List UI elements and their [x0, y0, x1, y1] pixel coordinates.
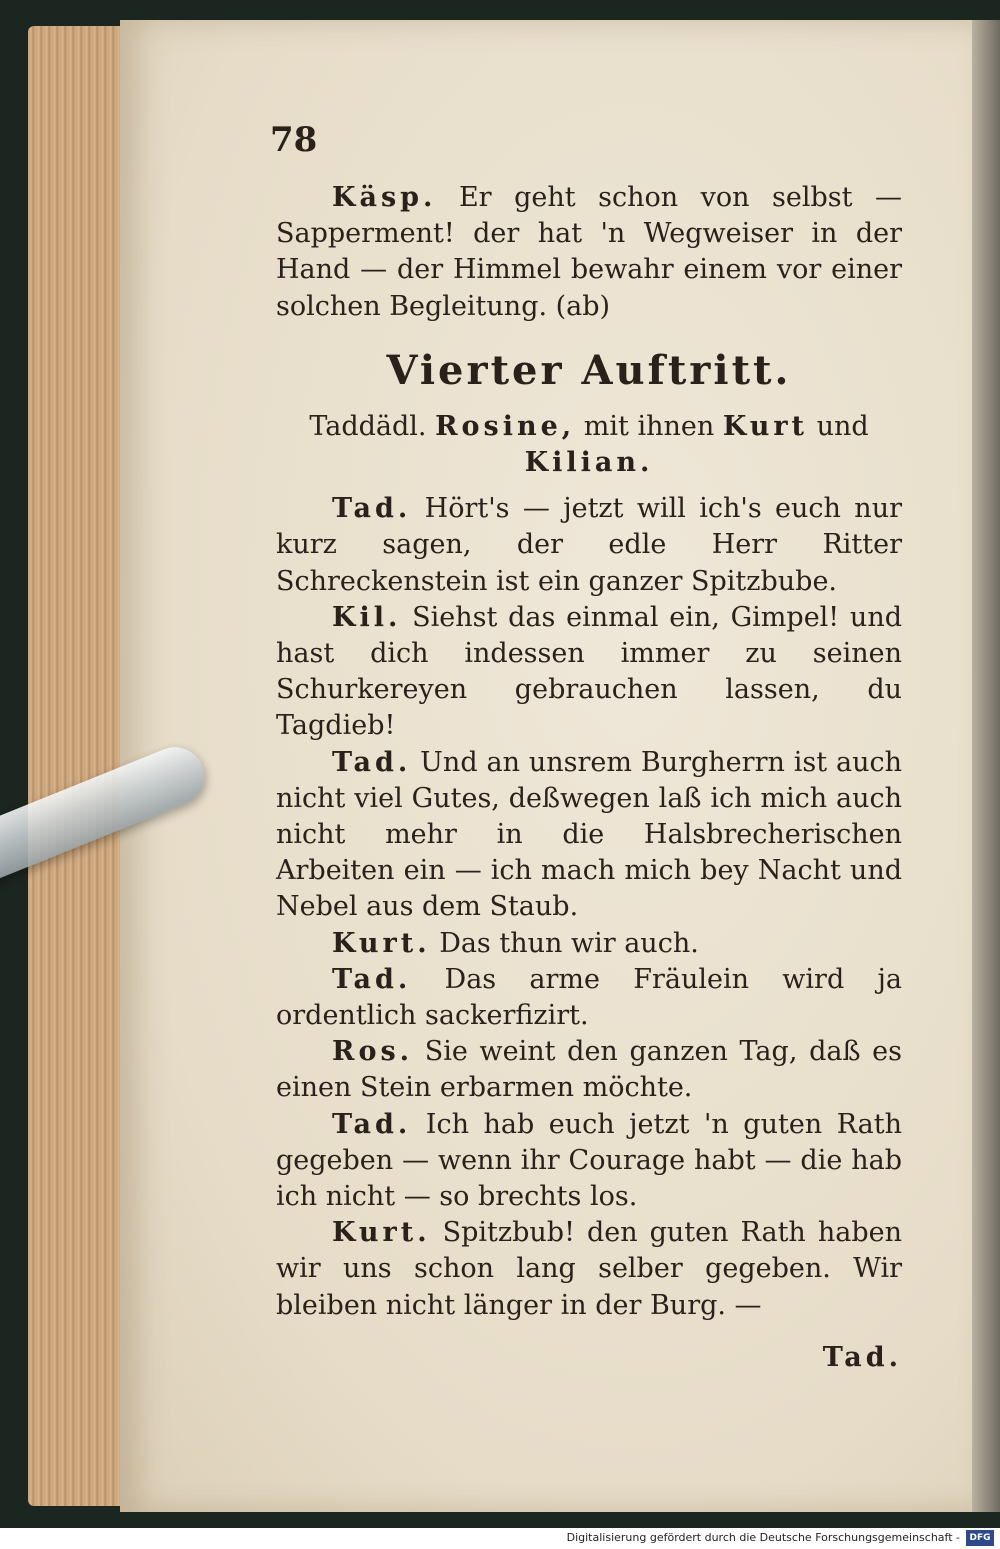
dfg-logo: DFG	[966, 1530, 994, 1546]
dialogue-line	[276, 926, 902, 962]
dialogue-line	[276, 745, 902, 926]
paragraph-kaesp	[276, 180, 902, 325]
scene-heading: Vierter Auftritt.	[386, 346, 792, 394]
speech-text: Spitzbub! den guten Rath haben wir uns schon lang selber gegeben. Wir bleiben nicht länger in der Burg. —	[276, 1217, 902, 1321]
speaker-label: Tad.	[332, 963, 412, 995]
speaker-label: Tad.	[332, 1108, 412, 1140]
speaker-label: Käsp.	[332, 182, 437, 213]
speech-text: Ich hab euch jetzt 'n guten Rath gegeben — wenn ihr Courage habt — die hab ich nicht — so brechts los.	[276, 1108, 902, 1213]
dialogue-line	[276, 1215, 902, 1324]
book-cover-edge	[972, 20, 1000, 1512]
speech-text: Sie weint den ganzen Tag, daß es einen Stein erbarmen möchte.	[276, 1036, 902, 1104]
cast-rosine: Rosine,	[435, 410, 576, 442]
cast-taddaedl: Taddädl.	[309, 410, 436, 442]
dialogue-line	[276, 1107, 902, 1216]
page-number: 78	[270, 120, 318, 160]
cast-kurt: Kurt	[722, 410, 809, 442]
funding-notice: Digitalisierung gefördert durch die Deutsche Forschungsgemeinschaft -	[566, 1531, 960, 1544]
speech-text: Hört's — jetzt will ich's euch nur kurz sagen, der edle Herr Ritter Schreckenstein ist ein ganzer Spitzbube.	[276, 493, 902, 597]
cast-und: und	[808, 410, 869, 442]
speaker-label: Tad.	[332, 746, 412, 778]
speaker-label: Ros.	[332, 1036, 414, 1068]
speech-text: Und an unsrem Burgherrn ist auch nicht viel Gutes, deßwegen laß ich mich auch nicht mehr in die Halsbrecherischen Arbeiten ein — ich mach mich bey Nacht und Nebel aus dem Staub.	[276, 746, 902, 923]
cast-connector: mit ihnen	[575, 410, 723, 442]
speaker-label: Kurt.	[332, 927, 431, 959]
speaker-label: Kurt.	[332, 1217, 431, 1249]
dialogue-line	[276, 491, 902, 600]
speech-text: Siehst das einmal ein, Gimpel! und hast dich indessen immer zu seinen Schurkereyen gebrauchen lassen, du Tagdieb!	[276, 601, 902, 742]
speech-text: Das arme Fräulein wird ja ordentlich sackerfizirt.	[276, 963, 902, 1032]
dialogue-line	[276, 1034, 902, 1106]
cast-kilian: Kilian.	[524, 447, 654, 479]
speech-text: Er geht schon von selbst — Sapperment! der hat 'n Wegweiser in der Hand — der Himmel bewahr einem vor einer solchen Begleitung. (ab)	[276, 182, 902, 322]
catchword: Tad.	[822, 1341, 902, 1373]
cast-list	[276, 409, 902, 481]
page-text	[276, 180, 902, 1376]
footer-bar	[0, 1528, 1000, 1549]
speech-text: Das thun wir auch.	[430, 927, 699, 959]
speaker-label: Tad.	[332, 493, 412, 525]
dialogue-line	[276, 962, 902, 1034]
dialogue-line	[276, 600, 902, 745]
speaker-label: Kil.	[332, 601, 402, 633]
